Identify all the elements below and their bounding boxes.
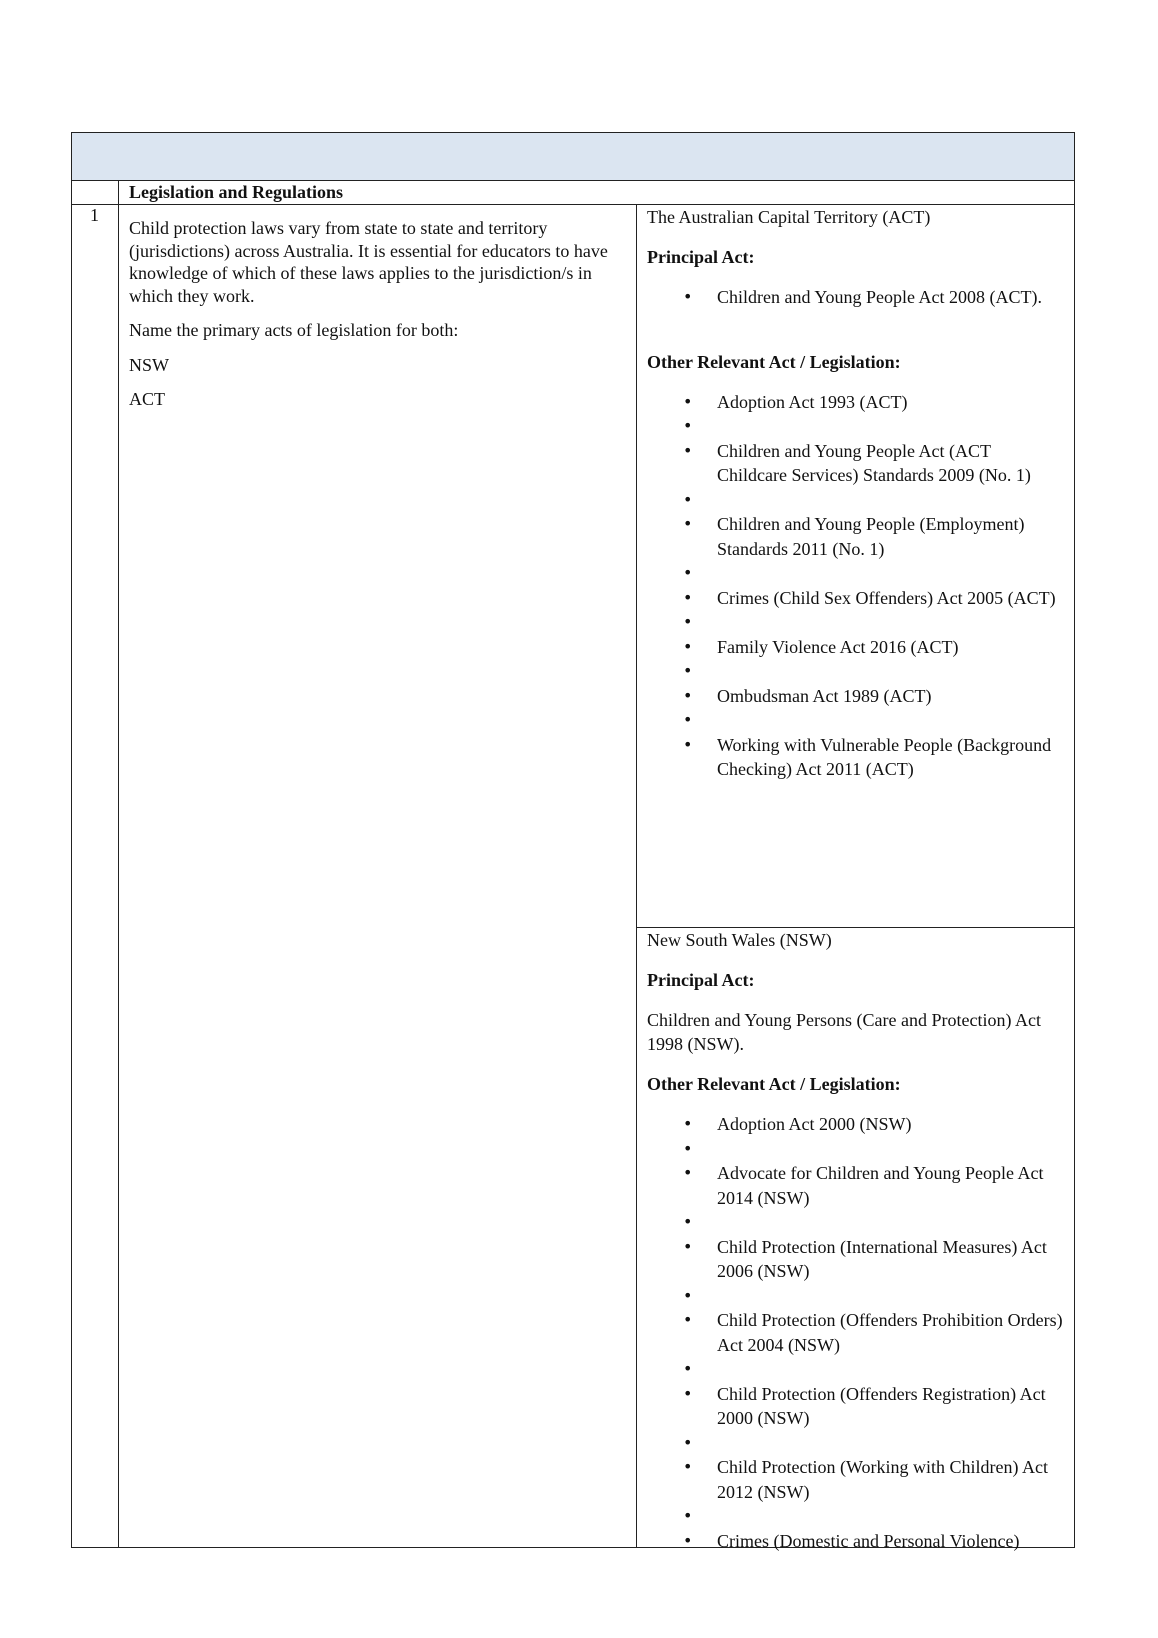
question-prompt: Name the primary acts of legislation for both: [129,320,459,340]
list-item: • Crimes (Domestic and Personal Violence) [647,1529,1065,1554]
nsw-answer-cell [647,928,1065,1553]
column-divider [636,204,637,1548]
list-item [647,1284,1065,1309]
act-principal-label: Principal Act: [647,247,755,267]
list-item: • Ombudsman Act 1989 (ACT) [647,684,1065,709]
list-item [647,488,1065,513]
list-item: • Crimes (Child Sex Offenders) Act 2005 (ACT) [647,586,1065,611]
list-item: • Child Protection (International Measures) Act 2006 (NSW) [647,1235,1065,1284]
act-other-label: Other Relevant Act / Legislation: [647,351,901,372]
act-principal-list [647,285,1065,310]
question-option-nsw: NSW [129,354,169,375]
nsw-other-label: Other Relevant Act / Legislation: [647,1074,901,1094]
list-item [647,1431,1065,1456]
question-intro: Child protection laws vary from state to state and territory (jurisdictions) across Australia. It is essential for educators to have knowledge of which of these laws applies to the jurisdiction/s in which they work. [129,218,608,306]
list-item: • Child Protection (Offenders Registration) Act 2000 (NSW) [647,1382,1065,1431]
list-item: • Adoption Act 2000 (NSW) [647,1112,1065,1137]
list-item [647,610,1065,635]
list-item [647,1504,1065,1529]
nsw-heading: New South Wales (NSW) [647,930,832,950]
list-item [647,1210,1065,1235]
question-option-act: ACT [129,389,165,409]
list-item: • Children and Young People Act 2008 (ACT). [647,285,1065,310]
nsw-other-list [647,1112,1065,1553]
list-item [647,708,1065,733]
legislation-table [71,132,1075,1551]
list-item [647,414,1065,439]
list-item [647,1137,1065,1162]
list-item: • Child Protection (Offenders Prohibition Orders) Act 2004 (NSW) [647,1308,1065,1357]
table-header-band [72,133,1074,181]
list-item: • Family Violence Act 2016 (ACT) [647,635,1065,660]
act-answer-cell [647,205,1065,782]
list-item: • Children and Young People Act (ACT Childcare Services) Standards 2009 (No. 1) [647,439,1065,488]
list-item: • Adoption Act 1993 (ACT) [647,390,1065,415]
list-item [647,1357,1065,1382]
act-other-list [647,390,1065,782]
list-item: • Advocate for Children and Young People Act 2014 (NSW) [647,1161,1065,1210]
row-number: 1 [90,205,99,225]
act-heading: The Australian Capital Territory (ACT) [647,207,931,227]
column-divider [118,180,119,1548]
list-item [647,561,1065,586]
section-title: Legislation and Regulations [129,182,344,202]
list-item: • Working with Vulnerable People (Background Checking) Act 2011 (ACT) [647,733,1065,782]
nsw-principal-act: Children and Young Persons (Care and Protection) Act 1998 (NSW). [647,1010,1041,1054]
question-cell [129,217,619,423]
list-item: • Children and Young People (Employment) Standards 2011 (No. 1) [647,512,1065,561]
list-item [647,659,1065,684]
list-item: • Child Protection (Working with Children) Act 2012 (NSW) [647,1455,1065,1504]
nsw-principal-label: Principal Act: [647,970,755,990]
